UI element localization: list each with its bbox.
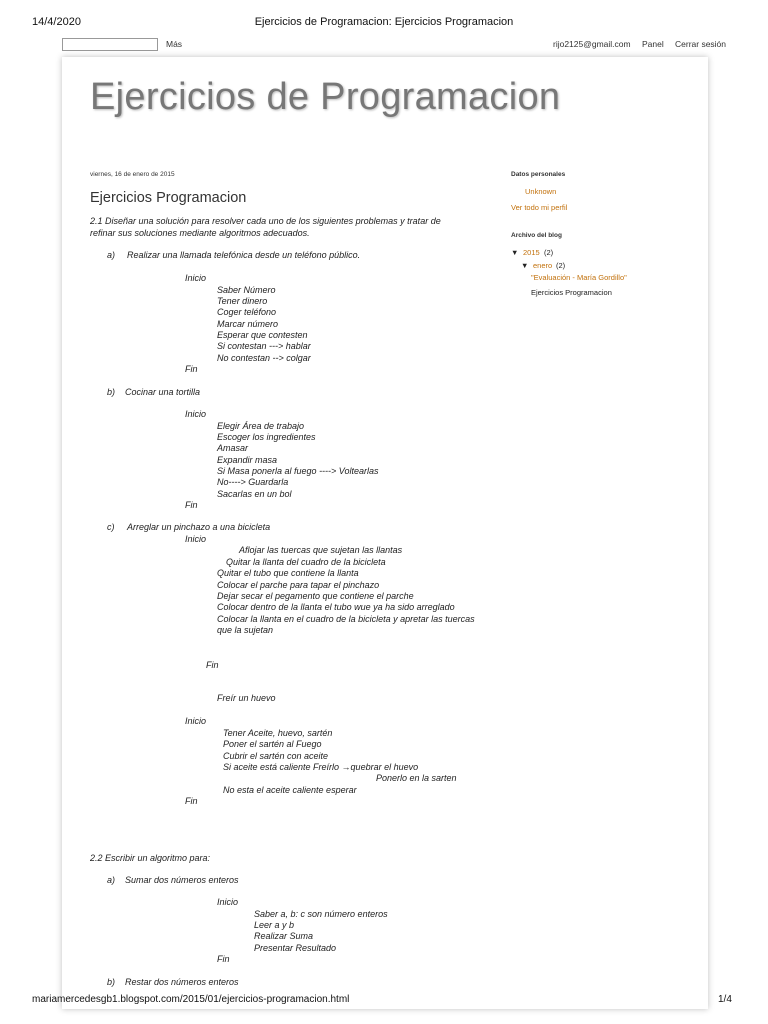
a-step: Tener dinero [217,296,268,306]
c-fin: Fin [206,660,219,670]
e-step: Leer a y b [254,920,295,930]
c-step: Dejar secar el pegamento que contiene el parche [217,591,414,601]
archive-month-link[interactable]: enero [533,261,553,270]
b-fin: Fin [185,500,198,510]
a-step: No contestan --> colgar [217,353,311,363]
item-f-label: b) [107,977,116,987]
post-date: viernes, 16 de enero de 2015 [90,171,175,178]
c-step: Colocar el parche para tapar el pinchazo [217,580,380,590]
c-step: Quitar la llanta del cuadro de la bicicleta [226,557,386,567]
item-c-text: Arreglar un pinchazo a una bicicleta [127,522,271,532]
e-step: Saber a, b: c son número enteros [254,909,388,919]
archive-post-link[interactable]: "Evaluación - María Gordillo" [531,273,627,282]
b-step: Expandir masa [217,455,278,465]
blog-title[interactable]: Ejercicios de Programacion [90,76,561,118]
e-fin: Fin [217,954,230,964]
d-inicio: Inicio [185,716,207,726]
e-step: Realizar Suma [254,931,314,941]
d-fin: Fin [185,796,198,806]
archive-month-count: (2) [556,261,566,270]
a-fin: Fin [185,364,198,374]
c-step: Colocar la llanta en el cuadro de la bicicleta y apretar las tuercas [217,614,475,624]
intro-line-1: 2.1 Diseñar una solución para resolver cada uno de los siguientes problemas y tratar de [90,216,441,226]
logout-link[interactable]: Cerrar sesión [675,39,727,49]
b-step: Elegir Área de trabajo [217,421,305,431]
blogger-navbar [62,36,727,54]
a-step: Marcar número [217,319,279,329]
view-profile-link[interactable]: Ver todo mi perfil [511,203,568,212]
item-e-text: Sumar dos números enteros [125,875,239,885]
user-email: rijo2125@gmail.com [553,39,631,49]
e-step: Presentar Resultado [254,943,337,953]
c-inicio: Inicio [185,534,207,544]
archive-year-count: (2) [544,248,554,257]
d-step: Cubrir el sartén con aceite [223,751,329,761]
profile-name-link[interactable]: Unknown [525,187,557,196]
intro-line-2: refinar sus soluciones mediante algoritmos adecuados. [90,228,310,238]
item-c-label: c) [107,522,115,532]
a-step: Esperar que contesten [217,330,308,340]
section-2-2: 2.2 Escribir un algoritmo para: [90,853,211,863]
c-step: Quitar el tubo que contiene la llanta [217,568,359,578]
item-b-text: Cocinar una tortilla [125,387,201,397]
print-date: 14/4/2020 [32,16,81,28]
toggle-month-icon[interactable]: ▼ [521,261,529,270]
search-input[interactable] [62,38,158,51]
item-b-label: b) [107,387,116,397]
a-step: Saber Número [217,285,276,295]
item-e-label: a) [107,875,116,885]
post-title[interactable]: Ejercicios Programacion [90,190,247,206]
toggle-year-icon[interactable]: ▼ [511,248,519,257]
item-f-text: Restar dos números enteros [125,977,239,987]
panel-link[interactable]: Panel [642,39,664,49]
a-inicio: Inicio [185,273,207,283]
e-inicio: Inicio [217,897,239,907]
b-step: Si Masa ponerla al fuego ----> Voltearlas [217,466,379,476]
print-page-number: 1/4 [718,994,732,1005]
personal-data-header: Datos personales [511,171,566,178]
item-a-text: Realizar una llamada telefónica desde un teléfono público. [127,250,361,260]
c-step: Colocar dentro de la llanta el tubo wue ya ha sido arreglado [217,602,455,612]
c-step: Aflojar las tuercas que sujetan las llantas [239,545,403,555]
d-step: Si aceite está caliente Freírlo →quebrar el huevo [223,762,419,772]
print-title: Ejercicios de Programacion: Ejercicios Programacion [254,16,514,28]
b-step: Sacarlas en un bol [217,489,292,499]
d-step: Poner el sartén al Fuego [223,739,322,749]
d-step: Tener Aceite, huevo, sartén [223,728,333,738]
b-step: Amasar [217,443,249,453]
item-d-text: Freír un huevo [217,693,276,703]
d-step-right: Ponerlo en la sarten [376,773,457,783]
b-step: Escoger los ingredientes [217,432,316,442]
archive-header: Archivo del blog [511,232,562,239]
d-step-last: No esta el aceite caliente esperar [223,785,357,795]
print-url: mariamercedesgb1.blogspot.com/2015/01/ejercicios-programacion.html [32,994,350,1005]
archive-year-link[interactable]: 2015 [523,248,540,257]
archive-post-current[interactable]: Ejercicios Programacion [531,288,612,297]
c-step: que la sujetan [217,625,274,635]
a-step: Coger teléfono [217,307,277,317]
item-a-label: a) [107,250,116,260]
more-link[interactable]: Más [166,39,183,49]
b-inicio: Inicio [185,409,207,419]
a-step: Si contestan ---> hablar [217,341,311,351]
b-step: No----> Guardarla [217,477,289,487]
